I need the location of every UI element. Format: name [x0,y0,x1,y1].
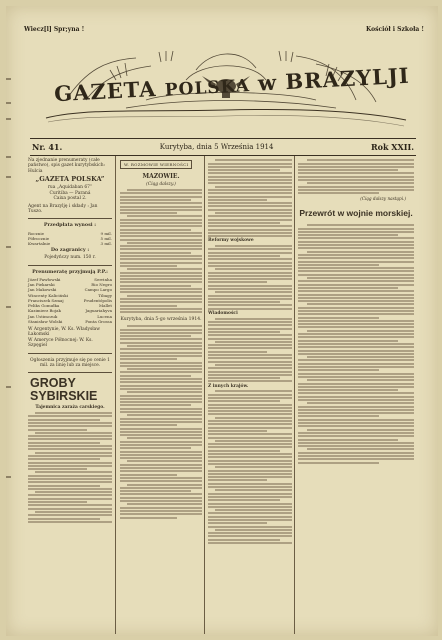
foreign-heading: Do zagranicy : [50,247,90,254]
agent-line: Agent na Brazylję i składy : Jan Tuszo. [28,203,98,215]
price-list [28,231,112,247]
agents-heading: Prenumeratę przyjmują P.P.: [32,268,108,275]
story-title: MAZOWIE. [142,173,180,181]
column-2 [120,158,202,520]
article-subheadline: Tajemnica zaraża carskiego. [35,405,105,411]
divider [28,372,112,373]
section-heading: Z innych krajów. [208,383,249,389]
issue-date: Kurytyba, dnia 5 Września 1914 [159,143,274,151]
newspaper-page [6,6,438,636]
agent-note: W Argentynie, W. Ks. Władysław Łakomski [28,326,101,338]
title-right: w BRAZYLJI [257,62,411,96]
price-row: Półrocznie 5 mil. [28,235,112,241]
article-text [28,412,112,523]
section-label: W. ROZMOWIE WIERNOŚCI [120,160,192,169]
title-mid: POLSKA [164,76,251,101]
paper-name: „GAZETA POLSKA” [35,175,105,184]
editorial-text [120,325,202,518]
agent-row: Kazimierz Bojak Jaguariahyva [28,308,112,314]
column-rule [294,156,295,634]
column-1 [28,158,112,524]
article-headline: Przewrót w wojnie morskiej. [299,207,413,218]
price-row: Kwartalnie 3 mil. [28,241,112,247]
ad-notice: Ogłoszenia przyjmuje się po cenie 1 mil. za linię lub za miejsce. [30,357,110,368]
divider [28,353,112,354]
motto-left: Wiecz[l] Spr;yna ! [24,26,85,33]
agent-row: Wincenty Kaliciński Tibagy [28,292,112,298]
price-row: Rocznie 9 mil. [28,230,112,236]
article-text [298,159,414,194]
article-text [208,318,292,383]
city-line: Curitiba — Paraná [49,190,91,196]
country-line: Caixa postal 2. [53,196,87,202]
editorial-date: Kurytyba, dnia 5-go września 1914. [120,317,202,323]
agent-row: Jan Piekarski Rio Negro [28,282,112,288]
issue-year: Rok XXII. [370,142,414,152]
page-edge [6,6,12,636]
agent-row: Feliks Gomułka Mallet [28,303,112,309]
agent-row: Stanisław Wolski Ponta Grossa [28,318,112,324]
divider [28,265,112,266]
issue-info-bar [30,138,416,156]
column-4 [298,158,414,465]
column-3 [208,158,292,545]
title-left: GAZETA [53,75,158,107]
subscription-notice: Na zjednanie prenumeraty (całe państwo), spis gazet kurytybskich: Hulcia [28,158,106,174]
divider [28,218,112,219]
story-subtitle: (Ciąg dalszy.) [146,182,176,188]
section-heading: Wiadomości [208,311,238,317]
continuation-note: (Ciąg dalszy nastąpi.) [360,195,406,201]
article-text [208,245,292,310]
agents-list [28,277,112,324]
article-headline: GROBY SYBIRSKIE [30,376,98,404]
story-text [120,189,202,313]
article-text [208,159,292,237]
column-rule [115,156,116,634]
column-rule [204,156,205,634]
issue-number: Nr. 41. [32,142,63,152]
agent-row: Jan Makowski Campo Largo [28,287,112,293]
article-text [298,224,414,463]
motto-right: Kościół i Szkoła ! [366,26,424,33]
agent-row: Franciszek Szmaj Prudentópolis [28,297,112,303]
agent-note: W Ameryce Północnej: W. Ks. Szpęgiel [28,337,93,349]
single-issue-price: Pojedyńczy num. 150 r. [44,255,96,261]
address-line: rua „Aquidaban 67” [47,185,93,191]
section-heading: Reformy wojskowe [208,238,254,244]
article-text [208,390,292,544]
price-heading: Przedpłata wynosi : [43,222,97,229]
agent-row: Jan Ustimczuk Lucena [28,313,112,319]
agent-row: Józef Pawłowski Serrinha [28,277,112,283]
